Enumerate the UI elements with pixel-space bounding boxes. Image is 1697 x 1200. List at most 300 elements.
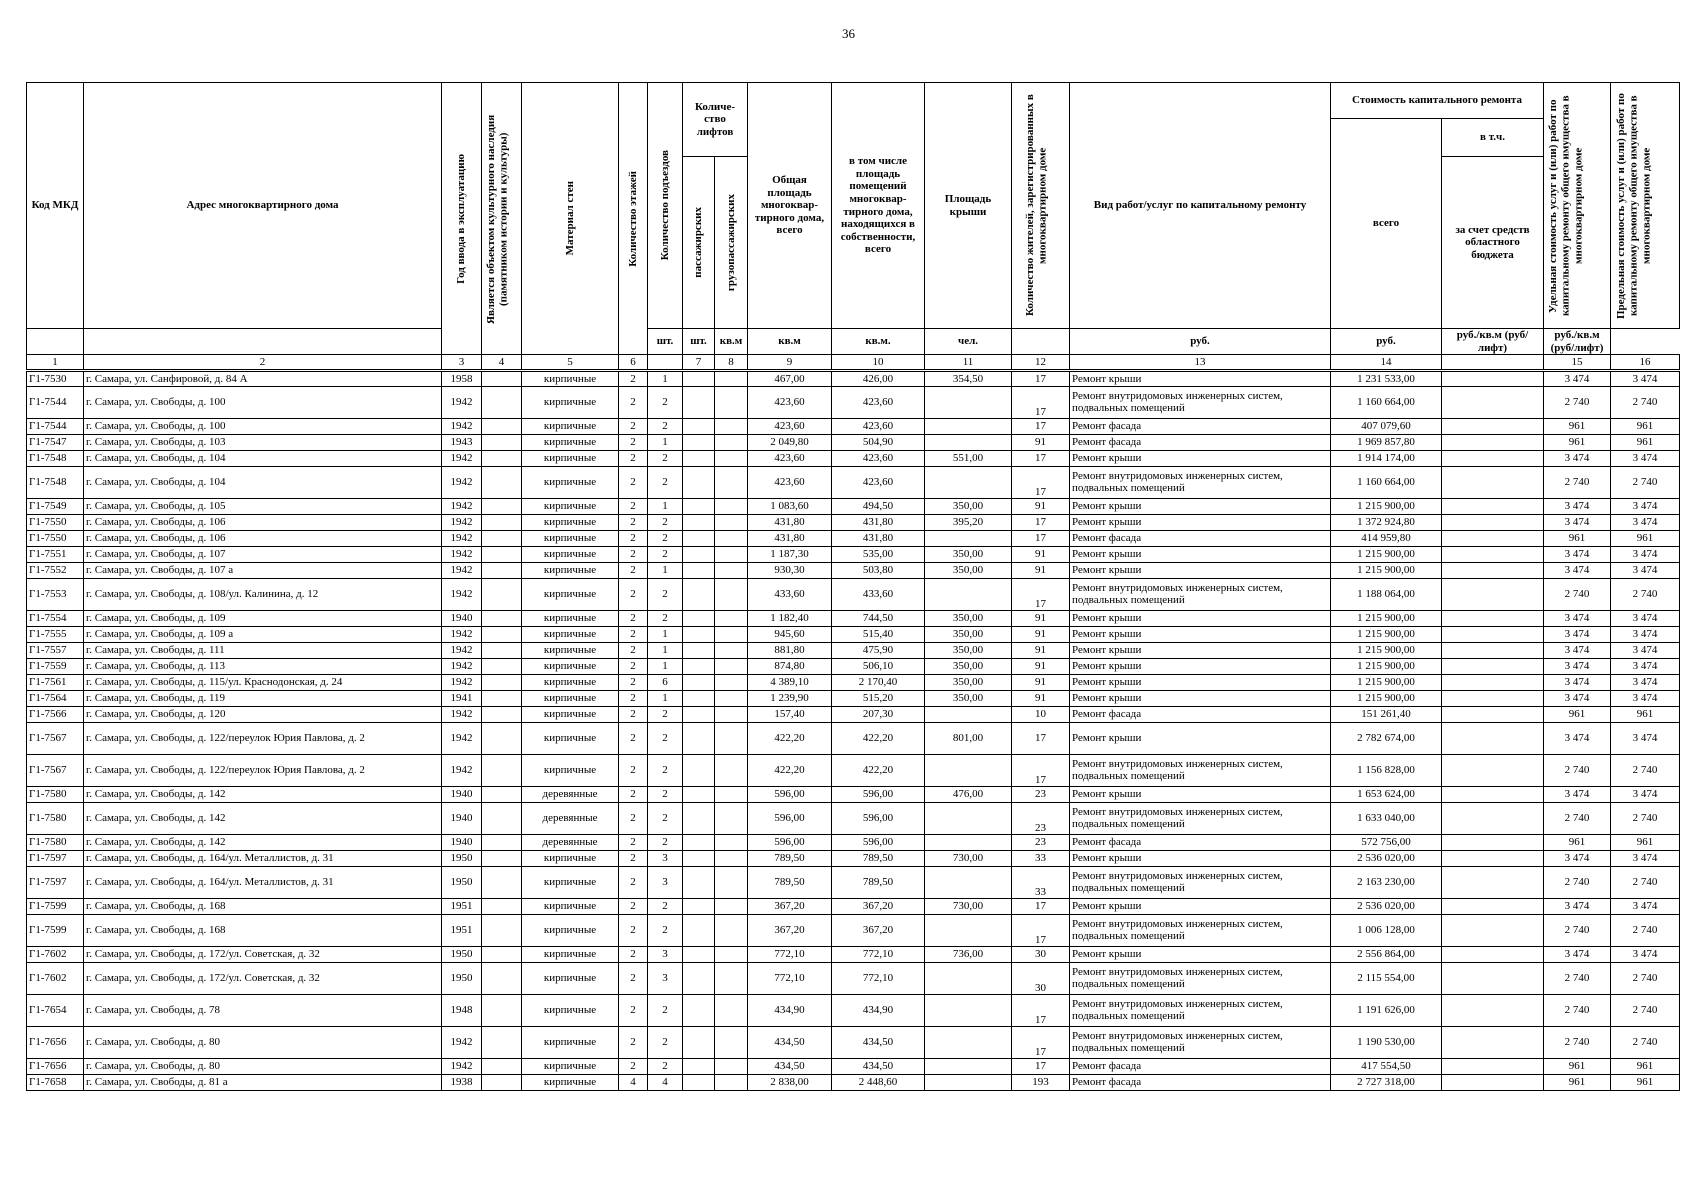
cell-area-owned: 423,60 <box>832 467 925 499</box>
cell-address: г. Самара, ул. Свободы, д. 109 а <box>84 627 442 643</box>
cell-area-owned: 503,80 <box>832 563 925 579</box>
cell-area-total: 945,60 <box>748 627 832 643</box>
cell-area-owned: 367,20 <box>832 915 925 947</box>
cell-unit-cost: 2 740 <box>1544 963 1611 995</box>
cell-lifts-passenger <box>683 627 715 643</box>
cell-year: 1942 <box>442 643 482 659</box>
cell-max-cost: 3 474 <box>1611 627 1680 643</box>
cell-address: г. Самара, ул. Свободы, д. 122/переулок Юрия Павлова, д. 2 <box>84 723 442 755</box>
cell-cost-total: 1 969 857,80 <box>1331 435 1442 451</box>
cell-floors: 2 <box>619 659 648 675</box>
cell-cost-regional <box>1442 531 1544 547</box>
cell-max-cost: 3 474 <box>1611 851 1680 867</box>
cell-roof <box>925 915 1012 947</box>
cell-max-cost: 3 474 <box>1611 899 1680 915</box>
cell-area-total: 423,60 <box>748 467 832 499</box>
cell-roof: 350,00 <box>925 643 1012 659</box>
cell-code: Г1-7566 <box>27 707 84 723</box>
cell-max-cost: 3 474 <box>1611 723 1680 755</box>
cell-lifts-passenger <box>683 851 715 867</box>
cell-lifts-passenger <box>683 723 715 755</box>
cell-heritage <box>482 1075 522 1091</box>
cell-floors: 2 <box>619 723 648 755</box>
cell-work: Ремонт внутридомовых инженерных систем, подвальных помещений <box>1070 803 1331 835</box>
cell-roof <box>925 963 1012 995</box>
cell-area-owned: 535,00 <box>832 547 925 563</box>
cell-unit-cost: 2 740 <box>1544 467 1611 499</box>
cell-cost-regional <box>1442 835 1544 851</box>
header-entrances: Количество подъездов <box>658 150 671 261</box>
cell-cost-regional <box>1442 915 1544 947</box>
header-lifts: Количе-ство лифтов <box>683 83 748 157</box>
cell-entrances: 2 <box>648 451 683 467</box>
cell-lifts-freight <box>715 1075 748 1091</box>
cell-lifts-freight <box>715 787 748 803</box>
cell-floors: 2 <box>619 851 648 867</box>
cell-lifts-freight <box>715 1027 748 1059</box>
cell-heritage <box>482 707 522 723</box>
cell-lifts-freight <box>715 419 748 435</box>
cell-area-total: 1 187,30 <box>748 547 832 563</box>
cell-lifts-passenger <box>683 755 715 787</box>
cell-entrances: 4 <box>648 1075 683 1091</box>
cell-year: 1950 <box>442 963 482 995</box>
cell-cost-total: 2 115 554,00 <box>1331 963 1442 995</box>
cell-residents: 17 <box>1012 419 1070 435</box>
cell-wall: кирпичные <box>522 627 619 643</box>
cell-entrances: 2 <box>648 611 683 627</box>
cell-cost-regional <box>1442 451 1544 467</box>
table-row <box>27 851 1680 867</box>
cell-floors: 2 <box>619 995 648 1027</box>
cell-address: г. Самара, ул. Свободы, д. 168 <box>84 899 442 915</box>
cell-year: 1940 <box>442 787 482 803</box>
cell-code: Г1-7557 <box>27 643 84 659</box>
cell-year: 1948 <box>442 995 482 1027</box>
cell-entrances: 2 <box>648 707 683 723</box>
cell-area-total: 367,20 <box>748 899 832 915</box>
cell-lifts-freight <box>715 851 748 867</box>
cell-lifts-freight <box>715 915 748 947</box>
cell-unit-cost: 961 <box>1544 435 1611 451</box>
header-cost-incl: в т.ч. <box>1442 119 1544 157</box>
cell-residents: 17 <box>1012 451 1070 467</box>
column-index: 12 <box>1012 355 1070 371</box>
cell-year: 1942 <box>442 1059 482 1075</box>
cell-floors: 2 <box>619 419 648 435</box>
cell-wall: кирпичные <box>522 467 619 499</box>
cell-area-owned: 422,20 <box>832 755 925 787</box>
cell-area-owned: 515,40 <box>832 627 925 643</box>
cell-wall: кирпичные <box>522 563 619 579</box>
cell-wall: деревянные <box>522 835 619 851</box>
cell-area-total: 431,80 <box>748 531 832 547</box>
cell-work: Ремонт фасада <box>1070 419 1331 435</box>
cell-max-cost: 2 740 <box>1611 915 1680 947</box>
cell-entrances: 2 <box>648 915 683 947</box>
cell-address: г. Самара, ул. Свободы, д. 142 <box>84 787 442 803</box>
cell-roof: 350,00 <box>925 547 1012 563</box>
cell-unit-cost: 2 740 <box>1544 1027 1611 1059</box>
cell-area-owned: 367,20 <box>832 899 925 915</box>
cell-entrances: 2 <box>648 803 683 835</box>
cell-wall: кирпичные <box>522 435 619 451</box>
cell-cost-total: 1 914 174,00 <box>1331 451 1442 467</box>
cell-area-total: 874,80 <box>748 659 832 675</box>
table-row <box>27 467 1680 499</box>
cell-floors: 2 <box>619 499 648 515</box>
cell-cost-regional <box>1442 387 1544 419</box>
cell-cost-total: 2 536 020,00 <box>1331 851 1442 867</box>
cell-cost-total: 1 215 900,00 <box>1331 611 1442 627</box>
cell-unit-cost: 3 474 <box>1544 691 1611 707</box>
cell-roof <box>925 707 1012 723</box>
cell-entrances: 1 <box>648 659 683 675</box>
cell-unit-cost: 3 474 <box>1544 643 1611 659</box>
table-row <box>27 675 1680 691</box>
cell-year: 1942 <box>442 531 482 547</box>
cell-entrances: 2 <box>648 579 683 611</box>
cell-max-cost: 3 474 <box>1611 675 1680 691</box>
table-row <box>27 707 1680 723</box>
cell-cost-regional <box>1442 675 1544 691</box>
cell-cost-total: 2 163 230,00 <box>1331 867 1442 899</box>
cell-lifts-passenger <box>683 387 715 419</box>
cell-address: г. Самара, ул. Свободы, д. 78 <box>84 995 442 1027</box>
cell-cost-total: 1 215 900,00 <box>1331 627 1442 643</box>
cell-area-total: 789,50 <box>748 851 832 867</box>
cell-lifts-passenger <box>683 691 715 707</box>
cell-cost-regional <box>1442 803 1544 835</box>
cell-entrances: 1 <box>648 563 683 579</box>
header-unit-cost: Удельная стоимость услуг и (или) работ по капитальному ремонту общего имущества в многоквартирном доме <box>1547 95 1585 316</box>
cell-area-total: 596,00 <box>748 787 832 803</box>
cell-roof <box>925 1075 1012 1091</box>
cell-cost-total: 1 372 924,80 <box>1331 515 1442 531</box>
cell-address: г. Самара, ул. Свободы, д. 104 <box>84 467 442 499</box>
table-row <box>27 579 1680 611</box>
cell-work: Ремонт внутридомовых инженерных систем, подвальных помещений <box>1070 867 1331 899</box>
cell-max-cost: 3 474 <box>1611 947 1680 963</box>
cell-residents: 91 <box>1012 691 1070 707</box>
cell-lifts-freight <box>715 659 748 675</box>
cell-max-cost: 2 740 <box>1611 387 1680 419</box>
cell-residents: 17 <box>1012 467 1070 499</box>
unit-people: чел. <box>925 329 1012 355</box>
cell-cost-total: 1 653 624,00 <box>1331 787 1442 803</box>
cell-cost-regional <box>1442 963 1544 995</box>
cell-lifts-freight <box>715 723 748 755</box>
cell-lifts-freight <box>715 643 748 659</box>
cell-roof <box>925 419 1012 435</box>
unit-sqm: кв.м <box>748 329 832 355</box>
cell-wall: кирпичные <box>522 915 619 947</box>
cell-wall: кирпичные <box>522 659 619 675</box>
cell-area-total: 596,00 <box>748 803 832 835</box>
cell-heritage <box>482 547 522 563</box>
cell-heritage <box>482 387 522 419</box>
table-row <box>27 899 1680 915</box>
cell-year: 1942 <box>442 579 482 611</box>
table-row <box>27 499 1680 515</box>
cell-cost-total: 1 160 664,00 <box>1331 387 1442 419</box>
column-index: 1 <box>27 355 84 371</box>
cell-heritage <box>482 851 522 867</box>
cell-unit-cost: 3 474 <box>1544 851 1611 867</box>
cell-area-owned: 789,50 <box>832 867 925 899</box>
cell-floors: 2 <box>619 627 648 643</box>
header-area-total: Общая площадь многоквар-тирного дома, всего <box>748 83 832 329</box>
cell-entrances: 2 <box>648 515 683 531</box>
cell-area-total: 467,00 <box>748 371 832 387</box>
cell-heritage <box>482 899 522 915</box>
cell-floors: 2 <box>619 579 648 611</box>
cell-year: 1942 <box>442 419 482 435</box>
cell-entrances: 2 <box>648 787 683 803</box>
cell-heritage <box>482 659 522 675</box>
cell-max-cost: 3 474 <box>1611 515 1680 531</box>
cell-entrances: 6 <box>648 675 683 691</box>
cell-lifts-freight <box>715 627 748 643</box>
cell-work: Ремонт крыши <box>1070 723 1331 755</box>
cell-area-total: 1 182,40 <box>748 611 832 627</box>
cell-work: Ремонт крыши <box>1070 547 1331 563</box>
column-index: 11 <box>925 355 1012 371</box>
cell-floors: 2 <box>619 451 648 467</box>
table-row <box>27 1059 1680 1075</box>
cell-residents: 23 <box>1012 787 1070 803</box>
cell-work: Ремонт крыши <box>1070 371 1331 387</box>
cell-lifts-passenger <box>683 467 715 499</box>
cell-year: 1940 <box>442 611 482 627</box>
cell-work: Ремонт внутридомовых инженерных систем, подвальных помещений <box>1070 995 1331 1027</box>
cell-unit-cost: 2 740 <box>1544 995 1611 1027</box>
cell-area-owned: 506,10 <box>832 659 925 675</box>
cell-code: Г1-7597 <box>27 851 84 867</box>
cell-address: г. Самара, ул. Свободы, д. 119 <box>84 691 442 707</box>
cell-cost-regional <box>1442 691 1544 707</box>
cell-heritage <box>482 963 522 995</box>
cell-work: Ремонт крыши <box>1070 899 1331 915</box>
page-number: 36 <box>842 26 855 41</box>
cell-cost-total: 1 191 626,00 <box>1331 995 1442 1027</box>
cell-area-owned: 772,10 <box>832 947 925 963</box>
cell-max-cost: 961 <box>1611 435 1680 451</box>
cell-floors: 2 <box>619 835 648 851</box>
header-year: Год ввода в эксплуатацию <box>455 153 468 284</box>
table-row <box>27 563 1680 579</box>
cell-cost-regional <box>1442 611 1544 627</box>
cell-residents: 17 <box>1012 579 1070 611</box>
cell-year: 1942 <box>442 627 482 643</box>
cell-area-total: 434,50 <box>748 1027 832 1059</box>
cell-cost-total: 572 756,00 <box>1331 835 1442 851</box>
cell-work: Ремонт внутридомовых инженерных систем, подвальных помещений <box>1070 915 1331 947</box>
cell-max-cost: 3 474 <box>1611 371 1680 387</box>
column-index: 2 <box>84 355 442 371</box>
cell-max-cost: 961 <box>1611 1059 1680 1075</box>
cell-code: Г1-7548 <box>27 451 84 467</box>
cell-max-cost: 2 740 <box>1611 803 1680 835</box>
cell-address: г. Самара, ул. Свободы, д. 81 а <box>84 1075 442 1091</box>
column-index: 14 <box>1331 355 1442 371</box>
cell-work: Ремонт фасада <box>1070 1075 1331 1091</box>
cell-residents: 23 <box>1012 803 1070 835</box>
cell-floors: 2 <box>619 755 648 787</box>
cell-roof: 354,50 <box>925 371 1012 387</box>
cell-area-total: 881,80 <box>748 643 832 659</box>
cell-cost-total: 1 006 128,00 <box>1331 915 1442 947</box>
cell-work: Ремонт крыши <box>1070 659 1331 675</box>
cell-floors: 2 <box>619 563 648 579</box>
cell-unit-cost: 3 474 <box>1544 627 1611 643</box>
cell-area-total: 930,30 <box>748 563 832 579</box>
cell-unit-cost: 961 <box>1544 1075 1611 1091</box>
cell-entrances: 3 <box>648 851 683 867</box>
header-floors: Количество этажей <box>626 170 639 267</box>
cell-area-owned: 434,90 <box>832 995 925 1027</box>
cell-heritage <box>482 1027 522 1059</box>
cell-code: Г1-7567 <box>27 723 84 755</box>
cell-wall: кирпичные <box>522 499 619 515</box>
cell-cost-regional <box>1442 851 1544 867</box>
cell-floors: 2 <box>619 803 648 835</box>
cell-code: Г1-7564 <box>27 691 84 707</box>
cell-entrances: 2 <box>648 387 683 419</box>
cell-address: г. Самара, ул. Свободы, д. 111 <box>84 643 442 659</box>
cell-cost-total: 1 215 900,00 <box>1331 643 1442 659</box>
cell-area-owned: 596,00 <box>832 835 925 851</box>
cell-entrances: 2 <box>648 467 683 499</box>
cell-wall: кирпичные <box>522 611 619 627</box>
header-roof: Площадь крыши <box>925 83 1012 329</box>
cell-wall: кирпичные <box>522 867 619 899</box>
cell-area-total: 422,20 <box>748 723 832 755</box>
cell-work: Ремонт крыши <box>1070 947 1331 963</box>
header-lifts-passenger: пассажирских <box>692 207 705 278</box>
header-residents: Количество жителей, зарегистрированных в многоквартирном доме <box>1023 94 1049 317</box>
cell-max-cost: 3 474 <box>1611 611 1680 627</box>
cell-floors: 2 <box>619 675 648 691</box>
cell-area-total: 772,10 <box>748 963 832 995</box>
cell-lifts-freight <box>715 899 748 915</box>
cell-wall: кирпичные <box>522 851 619 867</box>
cell-max-cost: 2 740 <box>1611 995 1680 1027</box>
table-row <box>27 451 1680 467</box>
cell-address: г. Самара, ул. Свободы, д. 172/ул. Советская, д. 32 <box>84 947 442 963</box>
cell-unit-cost: 3 474 <box>1544 611 1611 627</box>
cell-code: Г1-7602 <box>27 947 84 963</box>
cell-year: 1943 <box>442 435 482 451</box>
cell-code: Г1-7553 <box>27 579 84 611</box>
cell-floors: 2 <box>619 787 648 803</box>
cell-wall: кирпичные <box>522 419 619 435</box>
cell-heritage <box>482 531 522 547</box>
cell-heritage <box>482 499 522 515</box>
cell-code: Г1-7550 <box>27 515 84 531</box>
cell-code: Г1-7580 <box>27 787 84 803</box>
column-index: 8 <box>715 355 748 371</box>
cell-address: г. Самара, ул. Свободы, д. 164/ул. Металлистов, д. 31 <box>84 867 442 899</box>
cell-entrances: 2 <box>648 1027 683 1059</box>
cell-lifts-passenger <box>683 867 715 899</box>
cell-residents: 91 <box>1012 563 1070 579</box>
cell-max-cost: 2 740 <box>1611 1027 1680 1059</box>
column-index: 10 <box>832 355 925 371</box>
cell-floors: 2 <box>619 963 648 995</box>
cell-work: Ремонт внутридомовых инженерных систем, подвальных помещений <box>1070 755 1331 787</box>
cell-address: г. Самара, ул. Свободы, д. 100 <box>84 419 442 435</box>
cell-entrances: 2 <box>648 419 683 435</box>
cell-wall: кирпичные <box>522 707 619 723</box>
cell-residents: 17 <box>1012 995 1070 1027</box>
cell-code: Г1-7544 <box>27 387 84 419</box>
unit-rub: руб. <box>1331 329 1442 355</box>
table-row <box>27 915 1680 947</box>
cell-unit-cost: 3 474 <box>1544 499 1611 515</box>
cell-unit-cost: 2 740 <box>1544 387 1611 419</box>
cell-unit-cost: 961 <box>1544 531 1611 547</box>
cell-code: Г1-7549 <box>27 499 84 515</box>
cell-cost-regional <box>1442 899 1544 915</box>
cell-work: Ремонт крыши <box>1070 515 1331 531</box>
table-row <box>27 419 1680 435</box>
cell-max-cost: 2 740 <box>1611 867 1680 899</box>
cell-code: Г1-7658 <box>27 1075 84 1091</box>
cell-address: г. Самара, ул. Свободы, д. 142 <box>84 835 442 851</box>
cell-heritage <box>482 371 522 387</box>
cell-entrances: 2 <box>648 899 683 915</box>
unit-rub: руб. <box>1070 329 1331 355</box>
cell-roof: 350,00 <box>925 499 1012 515</box>
cell-year: 1941 <box>442 691 482 707</box>
table-row <box>27 371 1680 387</box>
cell-cost-total: 2 782 674,00 <box>1331 723 1442 755</box>
cell-cost-regional <box>1442 499 1544 515</box>
cell-cost-regional <box>1442 1027 1544 1059</box>
cell-work: Ремонт крыши <box>1070 451 1331 467</box>
cell-unit-cost: 3 474 <box>1544 547 1611 563</box>
cell-area-owned: 504,90 <box>832 435 925 451</box>
cell-cost-regional <box>1442 467 1544 499</box>
cell-work: Ремонт крыши <box>1070 851 1331 867</box>
cell-area-total: 423,60 <box>748 451 832 467</box>
cell-max-cost: 3 474 <box>1611 659 1680 675</box>
cell-cost-total: 414 959,80 <box>1331 531 1442 547</box>
header-cost: Стоимость капитального ремонта <box>1331 83 1544 119</box>
cell-heritage <box>482 947 522 963</box>
cell-wall: деревянные <box>522 787 619 803</box>
cell-entrances: 2 <box>648 1059 683 1075</box>
cell-cost-total: 1 215 900,00 <box>1331 659 1442 675</box>
cell-code: Г1-7656 <box>27 1059 84 1075</box>
table-row <box>27 1027 1680 1059</box>
cell-year: 1942 <box>442 755 482 787</box>
cell-area-owned: 2 448,60 <box>832 1075 925 1091</box>
cell-lifts-freight <box>715 435 748 451</box>
table-row <box>27 867 1680 899</box>
cell-unit-cost: 961 <box>1544 835 1611 851</box>
cell-cost-regional <box>1442 419 1544 435</box>
cell-roof: 730,00 <box>925 899 1012 915</box>
cell-wall: кирпичные <box>522 1027 619 1059</box>
cell-heritage <box>482 995 522 1027</box>
cell-roof: 476,00 <box>925 787 1012 803</box>
cell-heritage <box>482 627 522 643</box>
cell-year: 1950 <box>442 851 482 867</box>
cell-max-cost: 2 740 <box>1611 755 1680 787</box>
cell-area-total: 367,20 <box>748 915 832 947</box>
